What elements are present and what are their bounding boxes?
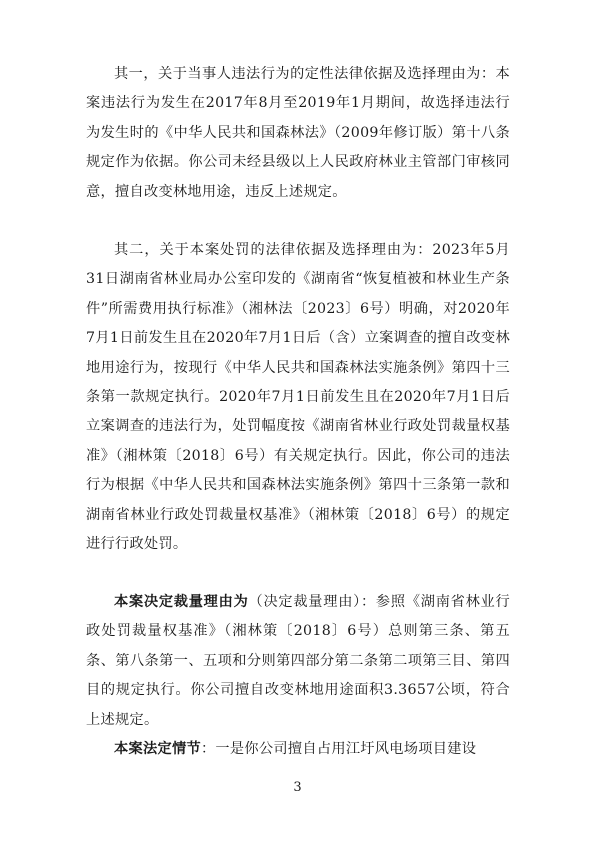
paragraph-penalty-basis: [86, 236, 510, 559]
paragraph-text: ：一是你公司擅自占用江圩风电场项目建设: [200, 741, 477, 757]
paragraph-text: （决定裁量理由）：参照《湖南省林业行政处罚裁量权基准》（湘林策〔2018〕6号）总则第三条、第五条、第八条第一、五项和分则第四部分第二条第二项第三目、第四目的规定执行。你公司擅自改变林地用途面积3.3657公顷，符合上述规定。: [86, 594, 510, 728]
paragraph-lead: 本案法定情节: [114, 741, 201, 757]
paragraph-discretion-reason: [86, 588, 510, 735]
paragraph-statutory-circumstances: [86, 735, 510, 764]
paragraph-legal-basis-qualification: [86, 60, 510, 207]
page-number: 3: [293, 780, 302, 795]
paragraph-text: 其二，关于本案处罚的法律依据及选择理由为：2023年5月31日湖南省林业局办公室印发的《湖南省“恢复植被和林业生产条件”所需费用执行标准》（湘林法〔2023〕6号）明确，对2020年7月1日前发生且在2020年7月1日后（含）立案调查的擅自改变林地用途行为，按现行《中华人民共和国森林法实施条例》第四十三条第一款规定执行。2020年7月1日前发生且在2020年7月1日后立案调查的违法行为，处罚幅度按《湖南省林业行政处罚裁量权基准》（湘林策〔2018〕6号）有关规定执行。因此，你公司的违法行为根据《中华人民共和国森林法实施条例》第四十三条第一款和湖南省林业行政处罚裁量权基准》（湘林策〔2018〕6号）的规定进行行政处罚。: [86, 242, 510, 553]
paragraph-text: 其一，关于当事人违法行为的定性法律依据及选择理由为：本案违法行为发生在2017年8月至2019年1月期间，故选择违法行为发生时的《中华人民共和国森林法》（2009年修订版）第十八条规定作为依据。你公司未经县级以上人民政府林业主管部门审核同意，擅自改变林地用途，违反上述规定。: [86, 66, 510, 200]
paragraph-lead: 本案决定裁量理由为: [114, 594, 249, 610]
